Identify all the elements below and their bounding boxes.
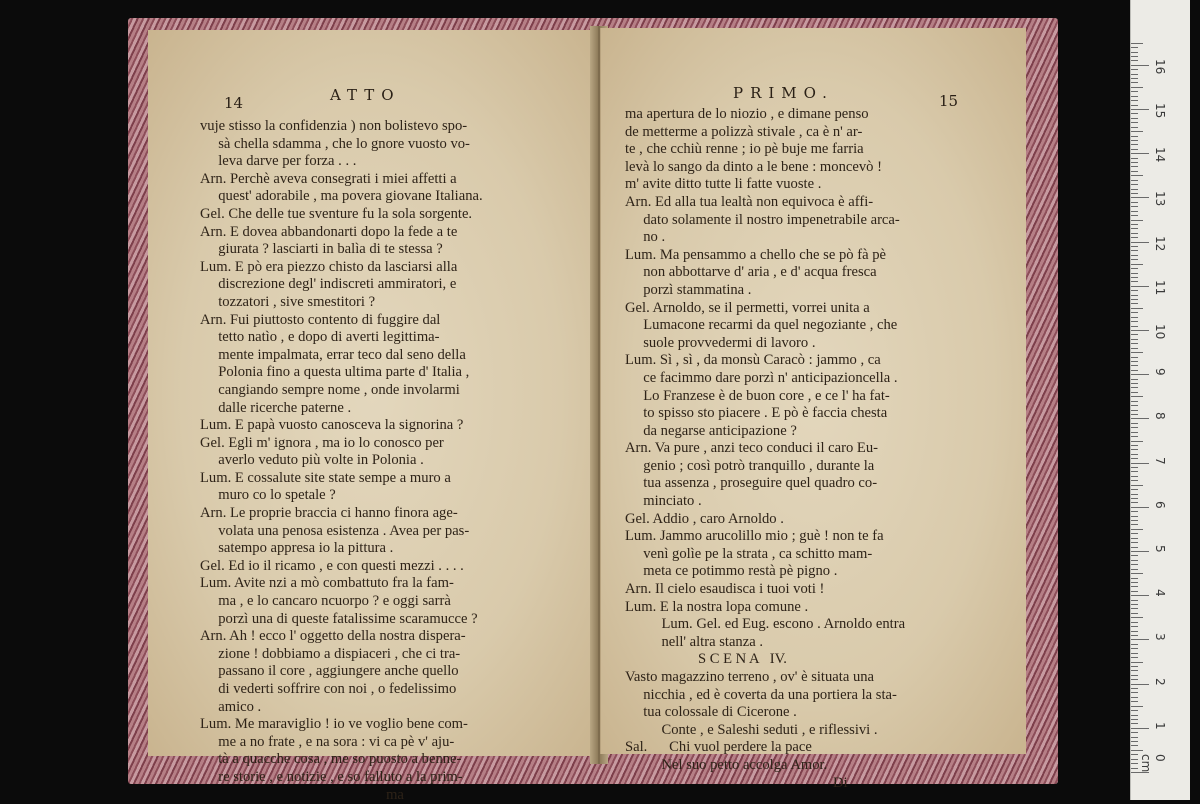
ruler-label: 0 cm: [1139, 754, 1167, 773]
ruler-tick: [1131, 43, 1143, 44]
ruler-tick: [1131, 321, 1138, 322]
text-line: Gel. Che delle tue sventure fu la sola sorgente.: [200, 205, 473, 222]
text-line: Arn. Le proprie braccia ci hanno finora age-: [200, 505, 458, 522]
ruler-tick: [1131, 100, 1138, 101]
ruler-tick: [1131, 56, 1138, 57]
ruler-tick: [1131, 432, 1138, 433]
text-line: nell' altra stanza .: [625, 633, 763, 650]
ruler-tick: [1131, 604, 1138, 605]
ruler-tick: [1131, 423, 1138, 424]
ruler-tick: [1131, 715, 1138, 716]
ruler-tick: [1131, 361, 1138, 362]
ruler-tick: [1131, 405, 1138, 406]
text-line: Conte , e Saleshi seduti , e riflessivi .: [625, 721, 878, 738]
ruler-tick: [1131, 158, 1138, 159]
text-line: Gel. Arnoldo, se il permetti, vorrei unita a: [625, 299, 870, 316]
text-line: re storie , e notizie , e so falluto a la prim-: [200, 768, 463, 785]
ruler-label: 2: [1153, 677, 1167, 686]
ruler-tick: [1131, 259, 1138, 260]
ruler-label: 6: [1153, 500, 1167, 509]
text-line: volata una penosa esistenza . Avea per pas-: [200, 522, 470, 539]
text-line: ce facimmo dare porzì n' anticipazioncella .: [625, 369, 898, 386]
ruler-tick: [1131, 622, 1138, 623]
ruler-tick: [1131, 47, 1138, 48]
ruler-label: 8: [1153, 412, 1167, 421]
ruler-tick: [1131, 613, 1138, 614]
ruler-tick: [1131, 414, 1138, 415]
ruler-tick: [1131, 295, 1138, 296]
ruler-tick: [1131, 78, 1138, 79]
ruler-tick: [1131, 153, 1149, 154]
ruler-tick: [1131, 401, 1138, 402]
ruler-tick: [1131, 136, 1138, 137]
text-line: levà lo sango da dinto a le bene : moncevò !: [625, 158, 882, 175]
left-page: [148, 30, 596, 803]
text-line: de metterme a polizzà stivale , ca è n' ar-: [625, 123, 863, 140]
ruler-tick: [1131, 273, 1138, 274]
ruler-tick: [1131, 96, 1138, 97]
ruler-tick: [1131, 113, 1138, 114]
ruler-tick: [1131, 476, 1138, 477]
ruler-tick: [1131, 357, 1138, 358]
ruler-label: 3: [1153, 633, 1167, 642]
ruler-tick: [1131, 220, 1143, 221]
ruler-tick: [1131, 74, 1138, 75]
ruler-tick: [1131, 175, 1143, 176]
text-line: Lum. E cossalute site state sempe a muro a: [200, 469, 451, 486]
right-page-header: PRIMO.: [733, 84, 834, 102]
text-line: suole provvedermi di lavoro .: [625, 334, 816, 351]
ruler-tick: [1131, 564, 1138, 565]
ruler-tick: [1131, 763, 1138, 764]
ruler-tick: [1131, 427, 1138, 428]
ruler-tick: [1131, 374, 1149, 375]
ruler-tick: [1131, 754, 1138, 755]
text-line: Vasto magazzino terreno , ov' è situata una: [625, 669, 875, 685]
ruler-tick: [1131, 211, 1138, 212]
ruler-tick: [1131, 299, 1138, 300]
ruler-tick: [1131, 692, 1138, 693]
ruler-tick: [1131, 524, 1138, 525]
ruler-tick: [1131, 759, 1138, 760]
ruler-label: 11: [1153, 279, 1167, 296]
text-line: Nel suo petto accolga Amor.: [625, 756, 828, 773]
ruler-label: 9: [1153, 368, 1167, 376]
ruler-tick: [1131, 723, 1138, 724]
ruler-tick: [1131, 485, 1143, 486]
ruler-tick: [1131, 745, 1138, 746]
ruler-tick: [1131, 542, 1138, 543]
ruler-label: 1: [1153, 721, 1167, 730]
ruler-tick: [1131, 507, 1149, 508]
ruler-tick: [1131, 471, 1138, 472]
left-page-number: 14: [224, 94, 244, 112]
text-line: tà a quacche cosa , me so puosto a benne-: [200, 751, 462, 768]
ruler-tick: [1131, 228, 1138, 229]
left-page-text: [200, 118, 483, 804]
text-line: Arn. Perchè aveva consegrati i miei affetti a: [200, 170, 457, 187]
ruler-tick: [1131, 215, 1138, 216]
text-line: passano il core , aggiungere anche quello: [200, 663, 459, 680]
ruler-tick: [1131, 737, 1138, 738]
text-line: cangiando sempre nome , onde involarmi: [200, 381, 460, 398]
text-line: di vederti soffrire con noi , o fedelissimo: [200, 681, 457, 697]
ruler-tick: [1131, 189, 1138, 190]
ruler-tick: [1131, 626, 1138, 627]
text-line: me a no frate , e na sora : vi ca pè v' aju-: [200, 733, 455, 750]
ruler-tick: [1131, 52, 1138, 53]
ruler-tick: [1131, 255, 1138, 256]
ruler-tick: [1131, 529, 1143, 530]
ruler-tick: [1131, 688, 1138, 689]
ruler-tick: [1131, 180, 1138, 181]
text-line: Arn. E dovea abbandonarti dopo la fede a te: [200, 223, 458, 240]
ruler-tick: [1131, 728, 1149, 729]
ruler-tick: [1131, 701, 1138, 702]
ruler-tick: [1131, 303, 1138, 304]
text-line: minciato .: [625, 493, 702, 510]
text-line: Arn. Va pure , anzi teco conduci il caro Eu-: [625, 440, 878, 457]
right-page-number: 15: [939, 92, 959, 110]
ruler-tick: [1131, 555, 1138, 556]
text-line: Arn. Fui piuttosto contento di fuggire dal: [200, 311, 441, 328]
ruler-tick: [1131, 653, 1138, 654]
ruler-label: 7: [1153, 456, 1167, 465]
ruler-tick: [1131, 312, 1138, 313]
ruler-tick: [1131, 631, 1138, 632]
ruler-tick: [1131, 202, 1138, 203]
ruler-label: 16: [1153, 58, 1167, 75]
text-line: Lum. Gel. ed Eug. escono . Arnoldo entra: [625, 616, 906, 633]
ruler-tick: [1131, 224, 1138, 225]
ruler-tick: [1131, 538, 1138, 539]
ruler-tick: [1131, 617, 1143, 618]
ruler-tick: [1131, 237, 1138, 238]
ruler-tick: [1131, 732, 1138, 733]
ruler-tick: [1131, 82, 1138, 83]
text-line: S C E N A IV.: [625, 651, 787, 668]
ruler-tick: [1131, 410, 1138, 411]
ruler-tick: [1131, 206, 1138, 207]
ruler-tick: [1131, 330, 1149, 331]
left-page-header: ATTO: [330, 86, 401, 104]
ruler-tick: [1131, 600, 1138, 601]
ruler-tick: [1131, 569, 1138, 570]
text-line: to spisso sto piacere . E pò è faccia chesta: [625, 405, 888, 422]
text-line: Lum. E papà vuosto canosceva la signorina ?: [200, 417, 464, 434]
ruler-tick: [1131, 242, 1149, 243]
ruler-tick: [1131, 162, 1138, 163]
text-line: Gel. Ed io il ricamo , e con questi mezzi . . . .: [200, 557, 464, 574]
text-line: Lum. Avite nzi a mò combattuto fra la fam-: [200, 575, 454, 592]
text-line: Arn. Ah ! ecco l' oggetto della nostra dispera-: [200, 628, 466, 645]
ruler-tick: [1131, 118, 1138, 119]
text-line: Di: [625, 774, 848, 791]
ruler-tick: [1131, 184, 1138, 185]
ruler-tick: [1131, 193, 1138, 194]
text-line: ma , e lo cancaro ncuorpo ? e oggi sarrà: [200, 593, 451, 610]
text-line: Lum. Ma pensammo a chello che se pò fà pè: [625, 246, 886, 263]
ruler-tick: [1131, 463, 1149, 464]
ruler-tick: [1131, 648, 1138, 649]
ruler-tick: [1131, 675, 1138, 676]
ruler-tick: [1131, 511, 1138, 512]
ruler-tick: [1131, 383, 1138, 384]
ruler-tick: [1131, 608, 1138, 609]
text-line: ma apertura de lo niozio , e dimane penso: [625, 106, 869, 122]
ruler-tick: [1131, 750, 1143, 751]
text-line: porzì una di queste fatalissime scaramucce ?: [200, 610, 478, 627]
ruler-tick: [1131, 644, 1138, 645]
ruler-tick: [1131, 706, 1143, 707]
ruler-tick: [1131, 65, 1149, 66]
text-line: satempo appresa io la pittura .: [200, 540, 394, 557]
text-line: leva darve per forza . . .: [200, 153, 357, 170]
ruler-tick: [1131, 131, 1143, 132]
text-line: tetto natìo , e dopo di averti legittima-: [200, 329, 440, 346]
text-line: Lumacone recarmi da quel negoziante , che: [625, 317, 898, 334]
ruler-tick: [1131, 679, 1138, 680]
text-line: nicchia , ed è coverta da una portiera la sta-: [625, 686, 897, 703]
ruler-tick: [1131, 166, 1138, 167]
ruler-tick: [1131, 122, 1138, 123]
text-line: averlo veduto più volte in Polonia .: [200, 452, 424, 469]
ruler-tick: [1131, 91, 1138, 92]
text-line: amico .: [200, 698, 262, 715]
ruler-tick: [1131, 445, 1138, 446]
ruler-tick: [1131, 127, 1138, 128]
text-line: meta ce potimmo restà pè pigno .: [625, 563, 838, 580]
text-line: muro co lo spetale ?: [200, 487, 336, 504]
measurement-ruler: [1130, 0, 1190, 800]
ruler-label: 10: [1153, 324, 1167, 340]
text-line: Lum. Jammo arucolillo mio ; guè ! non te fa: [625, 528, 884, 545]
ruler-tick: [1131, 281, 1138, 282]
ruler-tick: [1131, 666, 1138, 667]
ruler-tick: [1131, 140, 1138, 141]
ruler-tick: [1131, 334, 1138, 335]
ruler-tick: [1131, 339, 1138, 340]
text-line: vuje stisso la confidenzia ) non bolistevo spo-: [200, 118, 468, 134]
text-line: Lum. Sì , sì , da monsù Caracò : jammo , ca: [625, 352, 881, 369]
text-line: Sal. Chi vuol perdere la pace: [625, 739, 812, 756]
ruler-tick: [1131, 69, 1138, 70]
text-line: Lum. E la nostra lopa comune .: [625, 598, 809, 615]
text-line: Lum. Me maraviglio ! io ve voglio bene com-: [200, 716, 468, 733]
ruler-tick: [1131, 573, 1143, 574]
text-line: no .: [625, 229, 666, 246]
ruler-tick: [1131, 365, 1138, 366]
text-line: da negarse anticipazione ?: [625, 422, 797, 439]
ruler-tick: [1131, 436, 1138, 437]
text-line: venì golìe pe la strata , ca schitto mam-: [625, 545, 873, 562]
right-page: [600, 28, 1026, 791]
text-line: Lo Franzese è de buon core , e ce l' ha fat-: [625, 387, 890, 404]
ruler-tick: [1131, 144, 1138, 145]
ruler-tick: [1131, 379, 1138, 380]
text-line: tua colossale di Cicerone .: [625, 704, 797, 721]
ruler-tick: [1131, 489, 1138, 490]
ruler-tick: [1131, 308, 1143, 309]
ruler-tick: [1131, 171, 1138, 172]
ruler-tick: [1131, 387, 1138, 388]
ruler-tick: [1131, 343, 1138, 344]
ruler-tick: [1131, 719, 1138, 720]
ruler-tick: [1131, 441, 1143, 442]
ruler-tick: [1131, 197, 1149, 198]
text-line: zione ! dobbiamo a dispiaceri , che ci tra-: [200, 645, 461, 662]
ruler-tick: [1131, 551, 1149, 552]
text-line: Arn. Ed alla tua lealtà non equivoca è affi-: [625, 193, 874, 210]
ruler-tick: [1131, 454, 1138, 455]
ruler-label: 14: [1153, 147, 1167, 163]
ruler-tick: [1131, 246, 1138, 247]
text-line: Lum. E pò era piezzo chisto da lasciarsi alla: [200, 258, 458, 275]
ruler-tick: [1131, 250, 1138, 251]
ruler-label: 4: [1153, 589, 1167, 597]
ruler-tick: [1131, 370, 1138, 371]
ruler-tick: [1131, 533, 1138, 534]
right-page-text: [625, 106, 905, 792]
ruler-tick: [1131, 657, 1138, 658]
ruler-label: 5: [1153, 545, 1167, 553]
ruler-tick: [1131, 348, 1138, 349]
text-line: tozzatori , sive smestitori ?: [200, 293, 376, 310]
ruler-tick: [1131, 502, 1138, 503]
ruler-tick: [1131, 233, 1138, 234]
text-line: Gel. Egli m' ignora , ma io lo conosco per: [200, 434, 444, 451]
ruler-tick: [1131, 109, 1149, 110]
ruler-tick: [1131, 582, 1138, 583]
ruler-tick: [1131, 467, 1138, 468]
ruler-tick: [1131, 326, 1138, 327]
text-line: te , che cchiù renne ; io pè buje me farria: [625, 141, 864, 158]
text-line: quest' adorabile , ma povera giovane Italiana.: [200, 188, 483, 205]
text-line: porzì stammatina .: [625, 281, 752, 298]
ruler-tick: [1131, 578, 1138, 579]
text-line: dalle ricerche paterne .: [200, 399, 352, 416]
text-line: sà chella sdamma , che lo gnore vuosto vo-: [200, 135, 470, 152]
ruler-tick: [1131, 697, 1138, 698]
ruler-label: 13: [1153, 191, 1167, 207]
ruler-tick: [1131, 498, 1138, 499]
ruler-tick: [1131, 670, 1138, 671]
ruler-tick: [1131, 520, 1138, 521]
text-line: genio ; così potrò tranquillo , durante la: [625, 457, 875, 474]
ruler-tick: [1131, 662, 1143, 663]
text-line: Polonia fino a questa ultima parte d' Italia ,: [200, 364, 470, 381]
text-line: tua assenza , proseguire quel quadro co-: [625, 475, 878, 492]
ruler-tick: [1131, 60, 1138, 61]
ruler-tick: [1131, 286, 1149, 287]
ruler-tick: [1131, 268, 1138, 269]
ruler-tick: [1131, 639, 1149, 640]
ruler-tick: [1131, 392, 1138, 393]
ruler-tick: [1131, 149, 1138, 150]
ruler-tick: [1131, 586, 1138, 587]
text-line: non abbottarve d' aria , e d' acqua fresca: [625, 264, 877, 281]
text-line: m' avite ditto tutte li fatte vuoste .: [625, 176, 822, 193]
ruler-tick: [1131, 264, 1143, 265]
text-line: giurata ? lasciarti in balìa di te stessa ?: [200, 241, 443, 258]
ruler-tick: [1131, 560, 1138, 561]
text-line: Gel. Addio , caro Arnoldo .: [625, 510, 784, 527]
ruler-tick: [1131, 595, 1149, 596]
ruler-tick: [1131, 277, 1138, 278]
ruler-tick: [1131, 480, 1138, 481]
ruler-tick: [1131, 449, 1138, 450]
ruler-tick: [1131, 396, 1143, 397]
ruler-tick: [1131, 494, 1138, 495]
ruler-tick: [1131, 635, 1138, 636]
text-line: discrezione degl' indiscreti ammiratori, e: [200, 276, 457, 293]
ruler-tick: [1131, 684, 1149, 685]
ruler-tick: [1131, 591, 1138, 592]
text-line: mente impalmata, errar teco dal seno della: [200, 346, 466, 363]
ruler-label: 15: [1153, 103, 1167, 119]
ruler-tick: [1131, 418, 1149, 419]
text-line: Arn. Il cielo esaudisca i tuoi voti !: [625, 581, 825, 598]
ruler-tick: [1131, 352, 1143, 353]
ruler-tick: [1131, 768, 1138, 769]
text-line: dato solamente il nostro impenetrabile arca-: [625, 211, 900, 228]
ruler-tick: [1131, 317, 1138, 318]
ruler-tick: [1131, 547, 1138, 548]
ruler-tick: [1131, 458, 1138, 459]
ruler-label: 12: [1153, 235, 1167, 251]
ruler-tick: [1131, 87, 1143, 88]
ruler-tick: [1131, 105, 1138, 106]
ruler-tick: [1131, 516, 1138, 517]
ruler-tick: [1131, 741, 1138, 742]
ruler-tick: [1131, 290, 1138, 291]
ruler-tick: [1131, 710, 1138, 711]
text-line: ma: [200, 786, 404, 803]
